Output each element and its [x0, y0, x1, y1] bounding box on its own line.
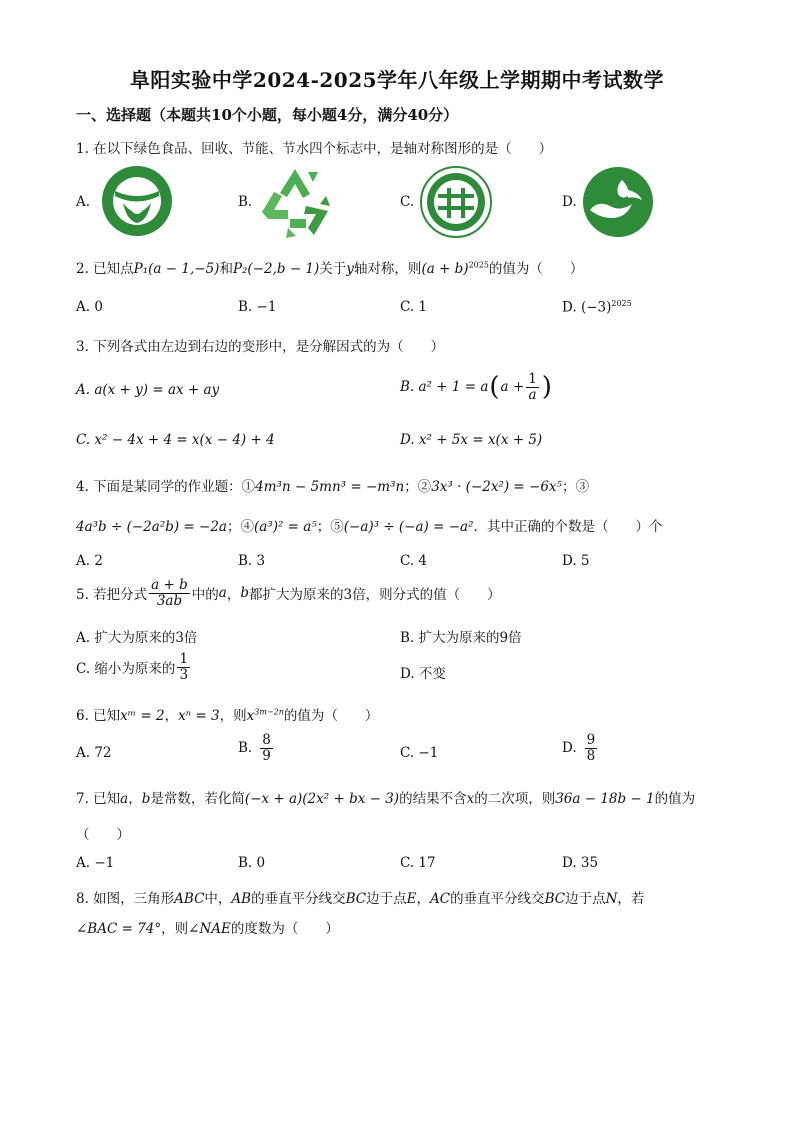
q5-text: 中的	[191, 587, 219, 604]
q7-option-c: C. 17	[400, 855, 436, 871]
q5-variable-b: b	[240, 585, 249, 602]
q3-option-b-text: B. a² + 1 = a	[400, 379, 489, 396]
question-6-stem	[76, 704, 378, 724]
q2-text: 轴对称，则	[353, 261, 422, 277]
fraction-denominator: 3ab	[156, 592, 183, 609]
green-food-logo-icon	[101, 165, 173, 237]
q3-option-c: C. x² − 4x + 4 = x(x − 4) + 4	[76, 432, 275, 448]
q1-label-d: D.	[562, 194, 577, 210]
question-1-stem: 1. 在以下绿色食品、回收、节能、节水四个标志中，是轴对称图形的是（ ）	[76, 141, 553, 157]
recycle-logo-icon	[258, 166, 332, 238]
question-2-stem	[76, 257, 583, 277]
q2-option-d-base: (−3)	[580, 299, 612, 316]
q7-text: 的值为	[654, 791, 696, 807]
q5-text: ，	[226, 587, 241, 604]
q2-option-a: A. 0	[76, 299, 103, 315]
q2-text: 关于	[319, 261, 347, 277]
q2-point-p1: P₁(a − 1,−5)	[133, 261, 220, 277]
question-4-line-1	[76, 475, 589, 495]
page-title: 阜阳实验中学2024-2025学年八年级上学期期中考试数学	[129, 68, 665, 92]
q8-text: ，若	[617, 891, 645, 907]
q8-text: 8. 如图，三角形	[76, 891, 175, 907]
fraction-numerator: 1	[528, 371, 537, 387]
section-heading: 一、选择题（本题共10个小题，每小题4分，满分40分）	[76, 106, 459, 124]
q4-expression-2: 3x³ · (−2x²) = −6x⁵	[431, 479, 562, 495]
q6-option-d	[562, 733, 599, 764]
q7-expression-1: (−x + a)(2x² + bx − 3)	[244, 791, 400, 807]
water-saving-logo-icon	[582, 166, 654, 238]
q1-label-a: A.	[76, 194, 91, 210]
q3-option-b-text: a +	[500, 379, 525, 396]
fraction-denominator: 9	[262, 747, 271, 764]
q2-option-d-label: D.	[562, 299, 577, 316]
q3-option-a: A. a(x + y) = ax + ay	[76, 382, 220, 398]
q4-text: ；③	[561, 479, 589, 495]
q6-text: ，则	[219, 708, 247, 724]
q8-triangle: ABC	[174, 891, 205, 907]
fraction-numerator: 8	[262, 732, 271, 748]
q2-expression: (a + b)	[421, 261, 469, 277]
q8-text: 的度数为（ ）	[230, 921, 339, 937]
question-4-line-2	[76, 515, 663, 535]
q4-expression-4: (a³)² = a⁵	[253, 519, 317, 535]
q6-expression-2: xⁿ = 3	[178, 708, 220, 724]
q5-option-c-fraction	[177, 652, 190, 683]
fraction-numerator: 1	[179, 651, 189, 667]
q1-label-c: C.	[400, 194, 415, 210]
q6-expression-1: xᵐ = 2	[120, 708, 165, 724]
q5-variable-a: a	[218, 585, 227, 602]
q8-text: 边于点	[565, 891, 606, 907]
q7-option-b: B. 0	[238, 855, 266, 871]
q2-text: 2. 已知点	[76, 261, 134, 277]
q7-expression-2: 36a − 18b − 1	[555, 791, 655, 807]
q1-label-b: B.	[238, 194, 253, 210]
q7-variable-x: x	[466, 791, 475, 807]
q6-option-c: C. −1	[400, 745, 439, 761]
q6-text: 6. 已知	[76, 708, 121, 724]
q6-option-a: A. 72	[76, 745, 112, 761]
question-8-line-1	[76, 887, 644, 907]
q4-text: ；④	[226, 519, 254, 535]
q8-text: 中，	[204, 891, 232, 907]
q4-option-b: B. 3	[238, 553, 266, 569]
q4-option-d: D. 5	[562, 553, 590, 569]
q5-text: 5. 若把分式	[76, 587, 148, 604]
q4-expression-3: 4a³b ÷ (−2a²b) = −2a	[76, 519, 227, 535]
question-8-line-2	[76, 917, 339, 937]
q4-option-a: A. 2	[76, 553, 103, 569]
q8-point-e: E	[406, 891, 417, 907]
q6-option-b-label: B.	[238, 740, 253, 757]
question-3-stem: 3. 下列各式由左边到右边的变形中，是分解因式的为（ ）	[76, 339, 445, 355]
q8-segment-bc: BC	[544, 891, 566, 907]
fraction-denominator: 8	[586, 747, 596, 764]
q4-text: ．其中正确的个数是（ ）个	[473, 519, 663, 535]
q8-angle-nae: ∠NAE	[188, 921, 231, 937]
q4-expression-1: 4m³n − 5mn³ = −m³n	[255, 479, 405, 495]
q7-variable-b: b	[141, 791, 151, 807]
q2-axis: y	[346, 261, 354, 277]
fraction-numerator: a + b	[151, 577, 188, 593]
q8-angle-bac: ∠BAC = 74°	[76, 921, 162, 937]
q8-text: ，则	[161, 921, 189, 937]
fraction-denominator: a	[528, 386, 537, 403]
question-5-stem	[76, 578, 501, 609]
q6-text: 的值为（ ）	[283, 708, 379, 724]
q8-point-n: N	[605, 891, 618, 907]
q6-expression-3: x	[246, 708, 255, 724]
q2-point-p2: P₂(−2,b − 1)	[232, 261, 320, 277]
q5-option-c-text: C. 缩小为原来的	[76, 661, 176, 678]
fraction-numerator: 9	[586, 732, 596, 748]
q5-option-a: A. 扩大为原来的3倍	[76, 630, 198, 646]
q3-option-b-paren: )	[541, 372, 552, 403]
q6-option-d-label: D.	[562, 740, 577, 757]
q7-text: 7. 已知	[76, 791, 121, 807]
energy-saving-logo-icon	[420, 166, 492, 238]
q8-segment-ac: AC	[429, 891, 451, 907]
q2-option-c: C. 1	[400, 299, 428, 315]
q7-text: 的结果不含	[399, 791, 467, 807]
q8-text: 的垂直平分线交	[251, 891, 346, 907]
q7-text: 的二次项，则	[474, 791, 556, 807]
q5-text: 都扩大为原来的3倍，则分式的值（ ）	[248, 587, 501, 604]
question-7-line-2: （ ）	[76, 827, 130, 843]
q5-option-c	[76, 652, 192, 683]
q8-segment-bc: BC	[345, 891, 367, 907]
q4-expression-5: (−a)³ ÷ (−a) = −a²	[343, 519, 474, 535]
q5-fraction	[149, 578, 190, 609]
q2-option-d-exponent: 2025	[611, 299, 632, 308]
q2-option-b: B. −1	[238, 299, 277, 315]
q7-option-d: D. 35	[562, 855, 599, 871]
question-7-stem	[76, 787, 695, 807]
q2-exponent: 2025	[468, 260, 489, 270]
q8-segment-ab: AB	[231, 891, 252, 907]
q3-option-b	[400, 372, 553, 403]
q4-text: 4. 下面是某同学的作业题：①	[76, 479, 256, 495]
q5-option-d: D. 不变	[400, 666, 446, 682]
q6-option-d-fraction	[585, 733, 598, 764]
q7-text: 是常数，若化简	[150, 791, 245, 807]
q2-text: 和	[219, 261, 233, 277]
q6-text: ，	[164, 708, 179, 724]
q3-option-b-paren: (	[489, 372, 500, 403]
q2-text: 的值为（ ）	[488, 261, 584, 277]
q6-exponent: 3m−2n	[254, 707, 284, 717]
q8-text: 的垂直平分线交	[450, 891, 545, 907]
q4-option-c: C. 4	[400, 553, 428, 569]
q6-option-b-fraction	[260, 733, 273, 764]
q3-option-b-fraction	[526, 372, 539, 403]
q3-option-d: D. x² + 5x = x(x + 5)	[400, 432, 543, 448]
q8-text: 边于点	[366, 891, 407, 907]
q4-text: ；②	[404, 479, 432, 495]
q7-text: ，	[128, 791, 142, 807]
q6-option-b	[238, 733, 275, 764]
q4-text: ；⑤	[316, 519, 344, 535]
q5-option-b: B. 扩大为原来的9倍	[400, 630, 522, 646]
q7-option-a: A. −1	[76, 855, 115, 871]
q7-variable-a: a	[120, 791, 129, 807]
fraction-denominator: 3	[179, 666, 189, 683]
q8-text: ，	[416, 891, 430, 907]
q2-option-d	[562, 299, 632, 316]
